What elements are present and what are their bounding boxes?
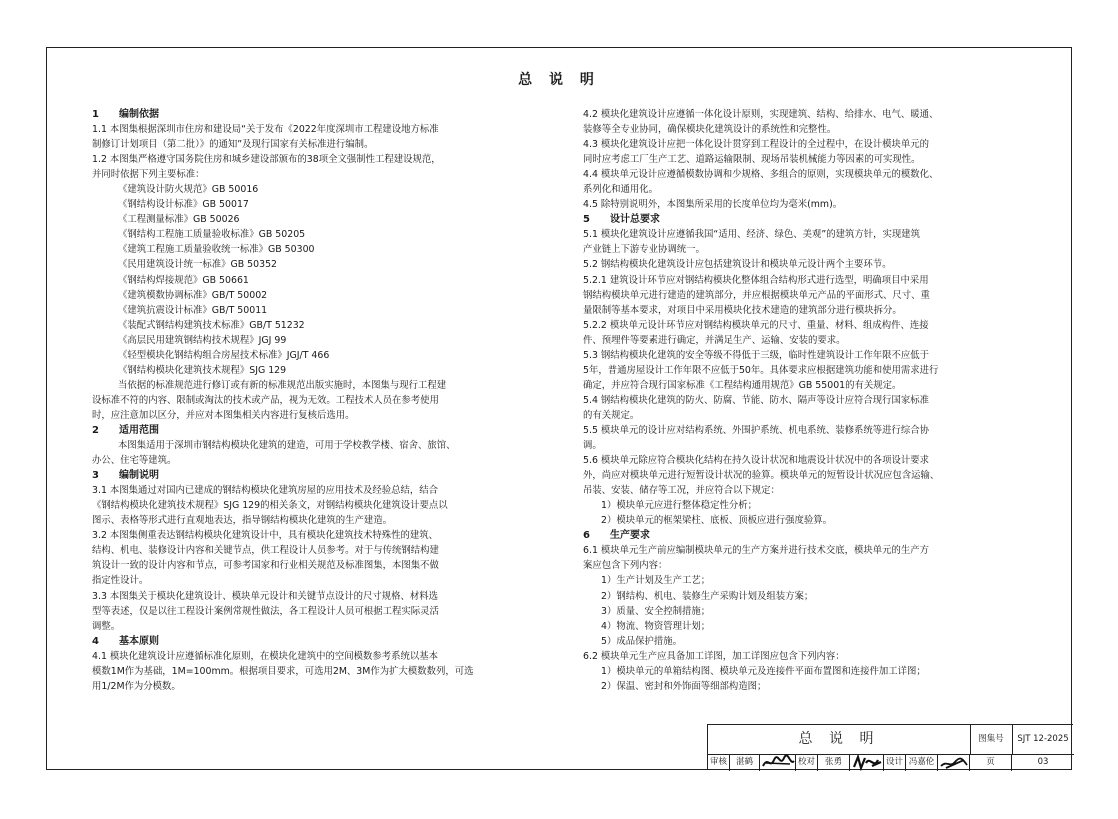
text-line: 6.2 模块单元生产应具备加工详图，加工详图应包含下列内容： — [583, 650, 845, 662]
text-line: 3.2 本图集侧重表达钢结构模块化建筑设计中，具有模块化建筑技术特殊性的建筑、 — [92, 530, 439, 542]
designer-signature-mark — [938, 754, 970, 771]
text-line: 《建筑工程施工质量验收统一标准》GB 50300 — [118, 244, 315, 256]
page-title: 总 说 明 — [518, 72, 600, 88]
title-block-top-row — [708, 725, 1074, 755]
atlas-number: SJT 12-2025 — [1017, 734, 1069, 744]
text-line: 的有关规定。 — [583, 409, 640, 421]
text-line: 量限制等基本要求，对项目中采用模块化技术建造的建筑部分进行模块拆分。 — [583, 304, 902, 316]
text-line: 《钢结构模块化建筑技术规程》SJG 129 — [118, 364, 287, 376]
section-heading: 6 生产要求 — [583, 530, 650, 542]
right-column — [583, 107, 1053, 694]
text-line: 4.2 模块化建筑设计应遵循一体化设计原则，实现建筑、结构、给排水、电气、暖通、 — [583, 109, 939, 120]
text-line: 2）钢结构、机电、装修生产采购计划及组装方案； — [601, 590, 814, 602]
designer-name: 冯嘉伦 — [906, 754, 938, 771]
text-line: 4.4 模块单元设计应遵循模数协调和少规格、多组合的原则，实现模块单元的模数化、 — [583, 169, 939, 181]
text-line: 图示、表格等形式进行直观地表达，指导钢结构模块化建筑的生产建造。 — [92, 515, 393, 527]
checker-signature — [850, 754, 884, 771]
text-line: 《钢结构工程施工质量验收标准》GB 50205 — [118, 229, 306, 241]
text-line: 5.6 模块单元除应符合模块化结构在持久设计状况和地震设计状况中的各项设计要求 — [583, 455, 930, 467]
text-line: 并同时依据下列主要标准： — [92, 169, 205, 181]
text-line: 5.2.1 建筑设计环节应对钢结构模块化整体组合结构形式进行选型，明确项目中采用 — [583, 274, 929, 286]
text-line: 1）生产计划及生产工艺； — [601, 575, 711, 587]
text-line: 用1/2M作为分模数。 — [92, 680, 181, 692]
text-line: 型等表述，仅是以往工程设计案例常规性做法，各工程设计人员可根据工程实际灵活 — [92, 605, 439, 617]
text-line: 《建筑抗震设计标准》GB/T 50011 — [118, 304, 268, 316]
text-line: 1）模块单元的单箱结构图、模块单元及连接件平面布置图和连接件加工详图； — [601, 665, 926, 677]
text-line: 5.5 模块单元的设计应对结构系统、外围护系统、机电系统、装修系统等进行综合协 — [583, 424, 930, 436]
text-line: 件、预埋件等要素进行确定，并满足生产、运输、安装的要求。 — [583, 334, 846, 346]
text-line: 外，尚应对模块单元进行短暂设计状况的验算。模块单元的短暂设计状况应包含运输、 — [583, 470, 940, 482]
text-line: 5.4 钢结构模块化建筑的防火、防腐、节能、防水、隔声等设计应符合现行国家标准 — [583, 394, 930, 406]
text-line: 3.3 本图集关于模块化建筑设计、模块单元设计和关键节点设计的尺寸规格、材料选 — [92, 590, 439, 602]
section-heading: 4 基本原则 — [92, 635, 159, 647]
reviewer-label: 审核 — [708, 754, 730, 771]
text-line: 《装配式钢结构建筑技术标准》GB/T 51232 — [118, 319, 305, 331]
text-line: 同时应考虑工厂生产工艺、道路运输限制、现场吊装机械能力等因素的可实现性。 — [583, 154, 921, 166]
text-line: 办公、住宅等建筑。 — [92, 455, 177, 467]
reviewer-signature-mark — [760, 754, 796, 771]
checker-name: 张勇 — [818, 754, 850, 771]
text-line: 制修订计划项目（第二批）》的通知”及现行国家有关标准进行编制。 — [92, 139, 374, 151]
page-number: 03 — [1037, 757, 1049, 767]
text-line: 《建筑模数协调标准》GB/T 50002 — [118, 289, 268, 301]
text-line: 《钢结构设计标准》GB 50017 — [118, 199, 249, 211]
text-line: 5.2 钢结构模块化建筑设计应包括建筑设计和模块单元设计两个主要环节。 — [583, 259, 892, 271]
text-line: 案应包含下列内容： — [583, 560, 668, 572]
text-line: 2）保温、密封和外饰面等细部构造图； — [601, 680, 767, 692]
text-line: 5.1 模块化建筑设计应遵循我国“适用、经济、绿色、美观”的建筑方针，实现建筑 — [583, 229, 920, 241]
left-column — [92, 107, 574, 694]
text-line: 结构、机电、装修设计内容和关键节点，供工程设计人员参考。对于与传统钢结构建 — [92, 545, 439, 557]
text-line: 5）成品保护措施。 — [601, 635, 682, 647]
text-line: 1.1 本图集根据深圳市住房和建设局“关于发布《2022年度深圳市工程建设地方标准 — [92, 124, 439, 136]
text-line: 当依据的标准规范进行修订或有新的标准规范出版实施时，本图集与现行工程建 — [118, 379, 447, 391]
text-line: 4.1 模块化建筑设计应遵循标准化原则，在模块化建筑中的空间模数参考系统以基本 — [92, 650, 439, 662]
designer-signature — [938, 754, 970, 771]
text-line: 4.5 除特别说明外，本图集所采用的长度单位均为毫米(mm)。 — [583, 199, 843, 211]
text-line: 设标准不符的内容、限制或淘汰的技术或产品，视为无效。工程技术人员在参考使用 — [92, 394, 439, 406]
text-line: 4）物流、物资管理计划； — [601, 620, 711, 632]
title-block-signature-row — [708, 754, 1074, 771]
text-line: 6.1 模块单元生产前应编制模块单元的生产方案并进行技术交底，模块单元的生产方 — [583, 545, 930, 557]
text-line: 时，应注意加以区分，并应对本图集相关内容进行复核后选用。 — [92, 409, 355, 421]
text-line: 5.3 钢结构模块化建筑的安全等级不得低于三级，临时性建筑设计工作年限不应低于 — [583, 349, 930, 361]
text-line: 5年，普通房屋设计工作年限不应低于50年。具体要求应根据建筑功能和使用需求进行 — [583, 364, 939, 376]
text-line: 《民用建筑设计统一标准》GB 50352 — [118, 259, 278, 271]
text-line: 2）模块单元的框架梁柱、底板、顶板应进行强度验算。 — [601, 515, 832, 527]
designer-label: 设计 — [884, 754, 906, 771]
section-heading: 1 编制依据 — [92, 109, 159, 120]
section-heading: 2 适用范围 — [92, 424, 159, 436]
text-line: 《工程测量标准》GB 50026 — [118, 214, 240, 226]
text-line: 《钢结构焊接规范》GB 50661 — [118, 274, 249, 286]
text-line: 模数1M作为基础，1M=100mm。根据项目要求，可选用2M、3M作为扩大模数数列，可选 — [92, 665, 474, 677]
page-label: 页 — [970, 754, 1012, 771]
text-line: 调。 — [583, 440, 602, 452]
checker-signature-mark — [850, 754, 884, 771]
text-line: 4.3 模块化建筑设计应把一体化设计贯穿到工程设计的全过程中，在设计模块单元的 — [583, 139, 930, 151]
text-line: 3.1 本图集通过对国内已建成的钢结构模块化建筑房屋的应用技术及经验总结，结合 — [92, 485, 439, 497]
text-line: 系列化和通用化。 — [583, 184, 659, 196]
text-line: 确定，并应符合现行国家标准《工程结构通用规范》GB 55001的有关规定。 — [583, 379, 902, 391]
text-line: 吊装、安装、储存等工况，并应符合以下规定： — [583, 485, 780, 497]
text-line: 钢结构模块单元进行建造的建筑部分，并应根据模块单元产品的平面形式、尺寸、重 — [583, 289, 930, 301]
text-line: 《高层民用建筑钢结构技术规程》JGJ 99 — [118, 334, 287, 346]
text-line: 1）模块单元应进行整体稳定性分析； — [601, 500, 757, 512]
section-heading: 5 设计总要求 — [583, 214, 660, 226]
text-line: 指定性设计。 — [92, 575, 149, 587]
atlas-number-label: 图集号 — [970, 725, 1013, 754]
title-block-title: 总 说 明 — [708, 725, 971, 754]
text-line: 5.2.2 模块单元设计环节应对钢结构模块单元的尺寸、重量、材料、组成构件、连接 — [583, 319, 929, 331]
text-line: 《钢结构模块化建筑技术规程》SJG 129的相关条文，对钢结构模块化建筑设计要点以 — [92, 500, 448, 512]
text-line: 筑设计一致的设计内容和节点，可参考国家和行业相关规范及标准图集，本图集不做 — [92, 560, 439, 572]
text-line: 产业链上下游专业协调统一。 — [583, 244, 705, 256]
text-line: 装修等全专业协同，确保模块化建筑设计的系统性和完整性。 — [583, 124, 837, 136]
text-line: 1.2 本图集严格遵守国务院住房和城乡建设部颁布的38项全文强制性工程建设规范， — [92, 154, 441, 166]
text-line: 《建筑设计防火规范》GB 50016 — [118, 184, 259, 196]
text-line: 3）质量、安全控制措施； — [601, 605, 711, 617]
reviewer-signature — [760, 754, 796, 771]
checker-label: 校对 — [796, 754, 818, 771]
title-block — [707, 724, 1073, 770]
text-line: 调整。 — [92, 620, 121, 632]
text-line: 本图集适用于深圳市钢结构模块化建筑的建造，可用于学校教学楼、宿舍、旅馆、 — [118, 440, 456, 452]
text-line: 《轻型模块化钢结构组合房屋技术标准》JGJ/T 466 — [118, 349, 330, 361]
reviewer-name: 湛鹤 — [730, 754, 760, 771]
section-heading: 3 编制说明 — [92, 470, 159, 482]
